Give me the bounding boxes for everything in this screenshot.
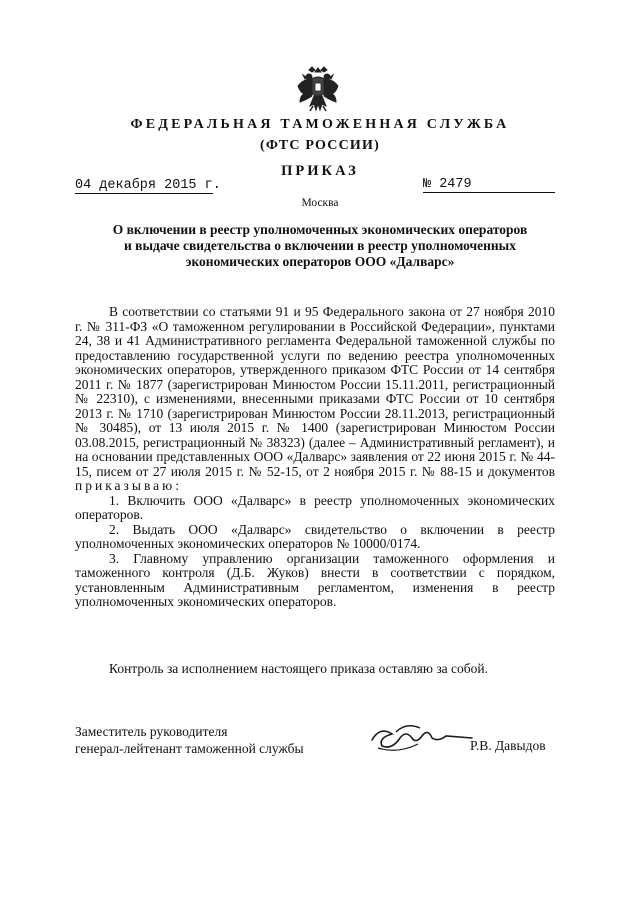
document-type: ПРИКАЗ <box>281 163 359 179</box>
subject-line: О включении в реестр уполномоченных экономических операторов <box>112 222 528 237</box>
order-subject <box>80 222 560 270</box>
handwritten-signature <box>366 718 476 758</box>
signer-position-line: Заместитель руководителя <box>75 724 228 739</box>
order-word: приказываю: <box>75 478 182 493</box>
organization-short-name: (ФТС РОССИИ) <box>260 138 380 153</box>
order-item: 3. Главному управлению организации таможенного оформления и таможенного контроля (Д.Б. Жуков) внести в соответствии с порядком, установленным Административным регламентом, изменения в реестр уполномоченных экономических операторов. <box>75 550 555 609</box>
order-item: 1. Включить ООО «Далварс» в реестр уполномоченных экономических операторов. <box>75 492 555 522</box>
order-body <box>75 305 555 610</box>
emblem-icon <box>296 66 340 114</box>
signer-name: Р.В. Давыдов <box>470 738 546 753</box>
subject-line: экономических операторов ООО «Далварс» <box>185 254 455 269</box>
subject-line: и выдаче свидетельства о включении в реестр уполномоченных <box>124 238 516 253</box>
signer-position-line: генерал-лейтенант таможенной службы <box>75 741 304 756</box>
preamble-text: В соответствии со статьями 91 и 95 Федерального закона от 27 ноября 2010 г. № 311-ФЗ «О таможенном регулировании в Российской Федерации», пунктами 24, 38 и 41 Административного регламента Федеральной таможенной службы по предоставлению государственной услуги по ведению реестра уполномоченных экономических операторов, утвержденного приказом ФТС России от 14 сентября 2011 г. № 1877 (зарегистрирован Минюстом России 15.11.2011, регистрационный № 22310), с изменениями, внесенными приказами ФТС России от 10 сентября 2013 г. № 1710 (зарегистрирован Минюстом России 28.11.2013, регистрационный № 30485), от 13 июля 2015 г. № 1400 (зарегистрирован Минюстом России 03.08.2015, регистрационный № 38323) (далее – Административный регламент), и на основании представленных ООО «Далварс» заявления от 22 июня 2015 г. № 44-15, писем от 27 июля 2015 г. № 52-15, от 2 ноября 2015 г. № 88-15 и документов <box>75 304 555 479</box>
order-item: 2. Выдать ООО «Далварс» свидетельство о включении в реестр уполномоченных экономических операторов № 10000/0174. <box>75 521 555 551</box>
control-clause: Контроль за исполнением настоящего приказа оставляю за собой. <box>109 661 488 676</box>
signer-position <box>75 723 335 757</box>
preamble-paragraph <box>75 305 555 494</box>
issue-city: Москва <box>301 197 339 209</box>
organization-name: ФЕДЕРАЛЬНАЯ ТАМОЖЕННАЯ СЛУЖБА <box>130 117 510 132</box>
order-date: 04 декабря 2015 г. <box>75 178 221 193</box>
order-number: № 2479 <box>423 177 555 193</box>
